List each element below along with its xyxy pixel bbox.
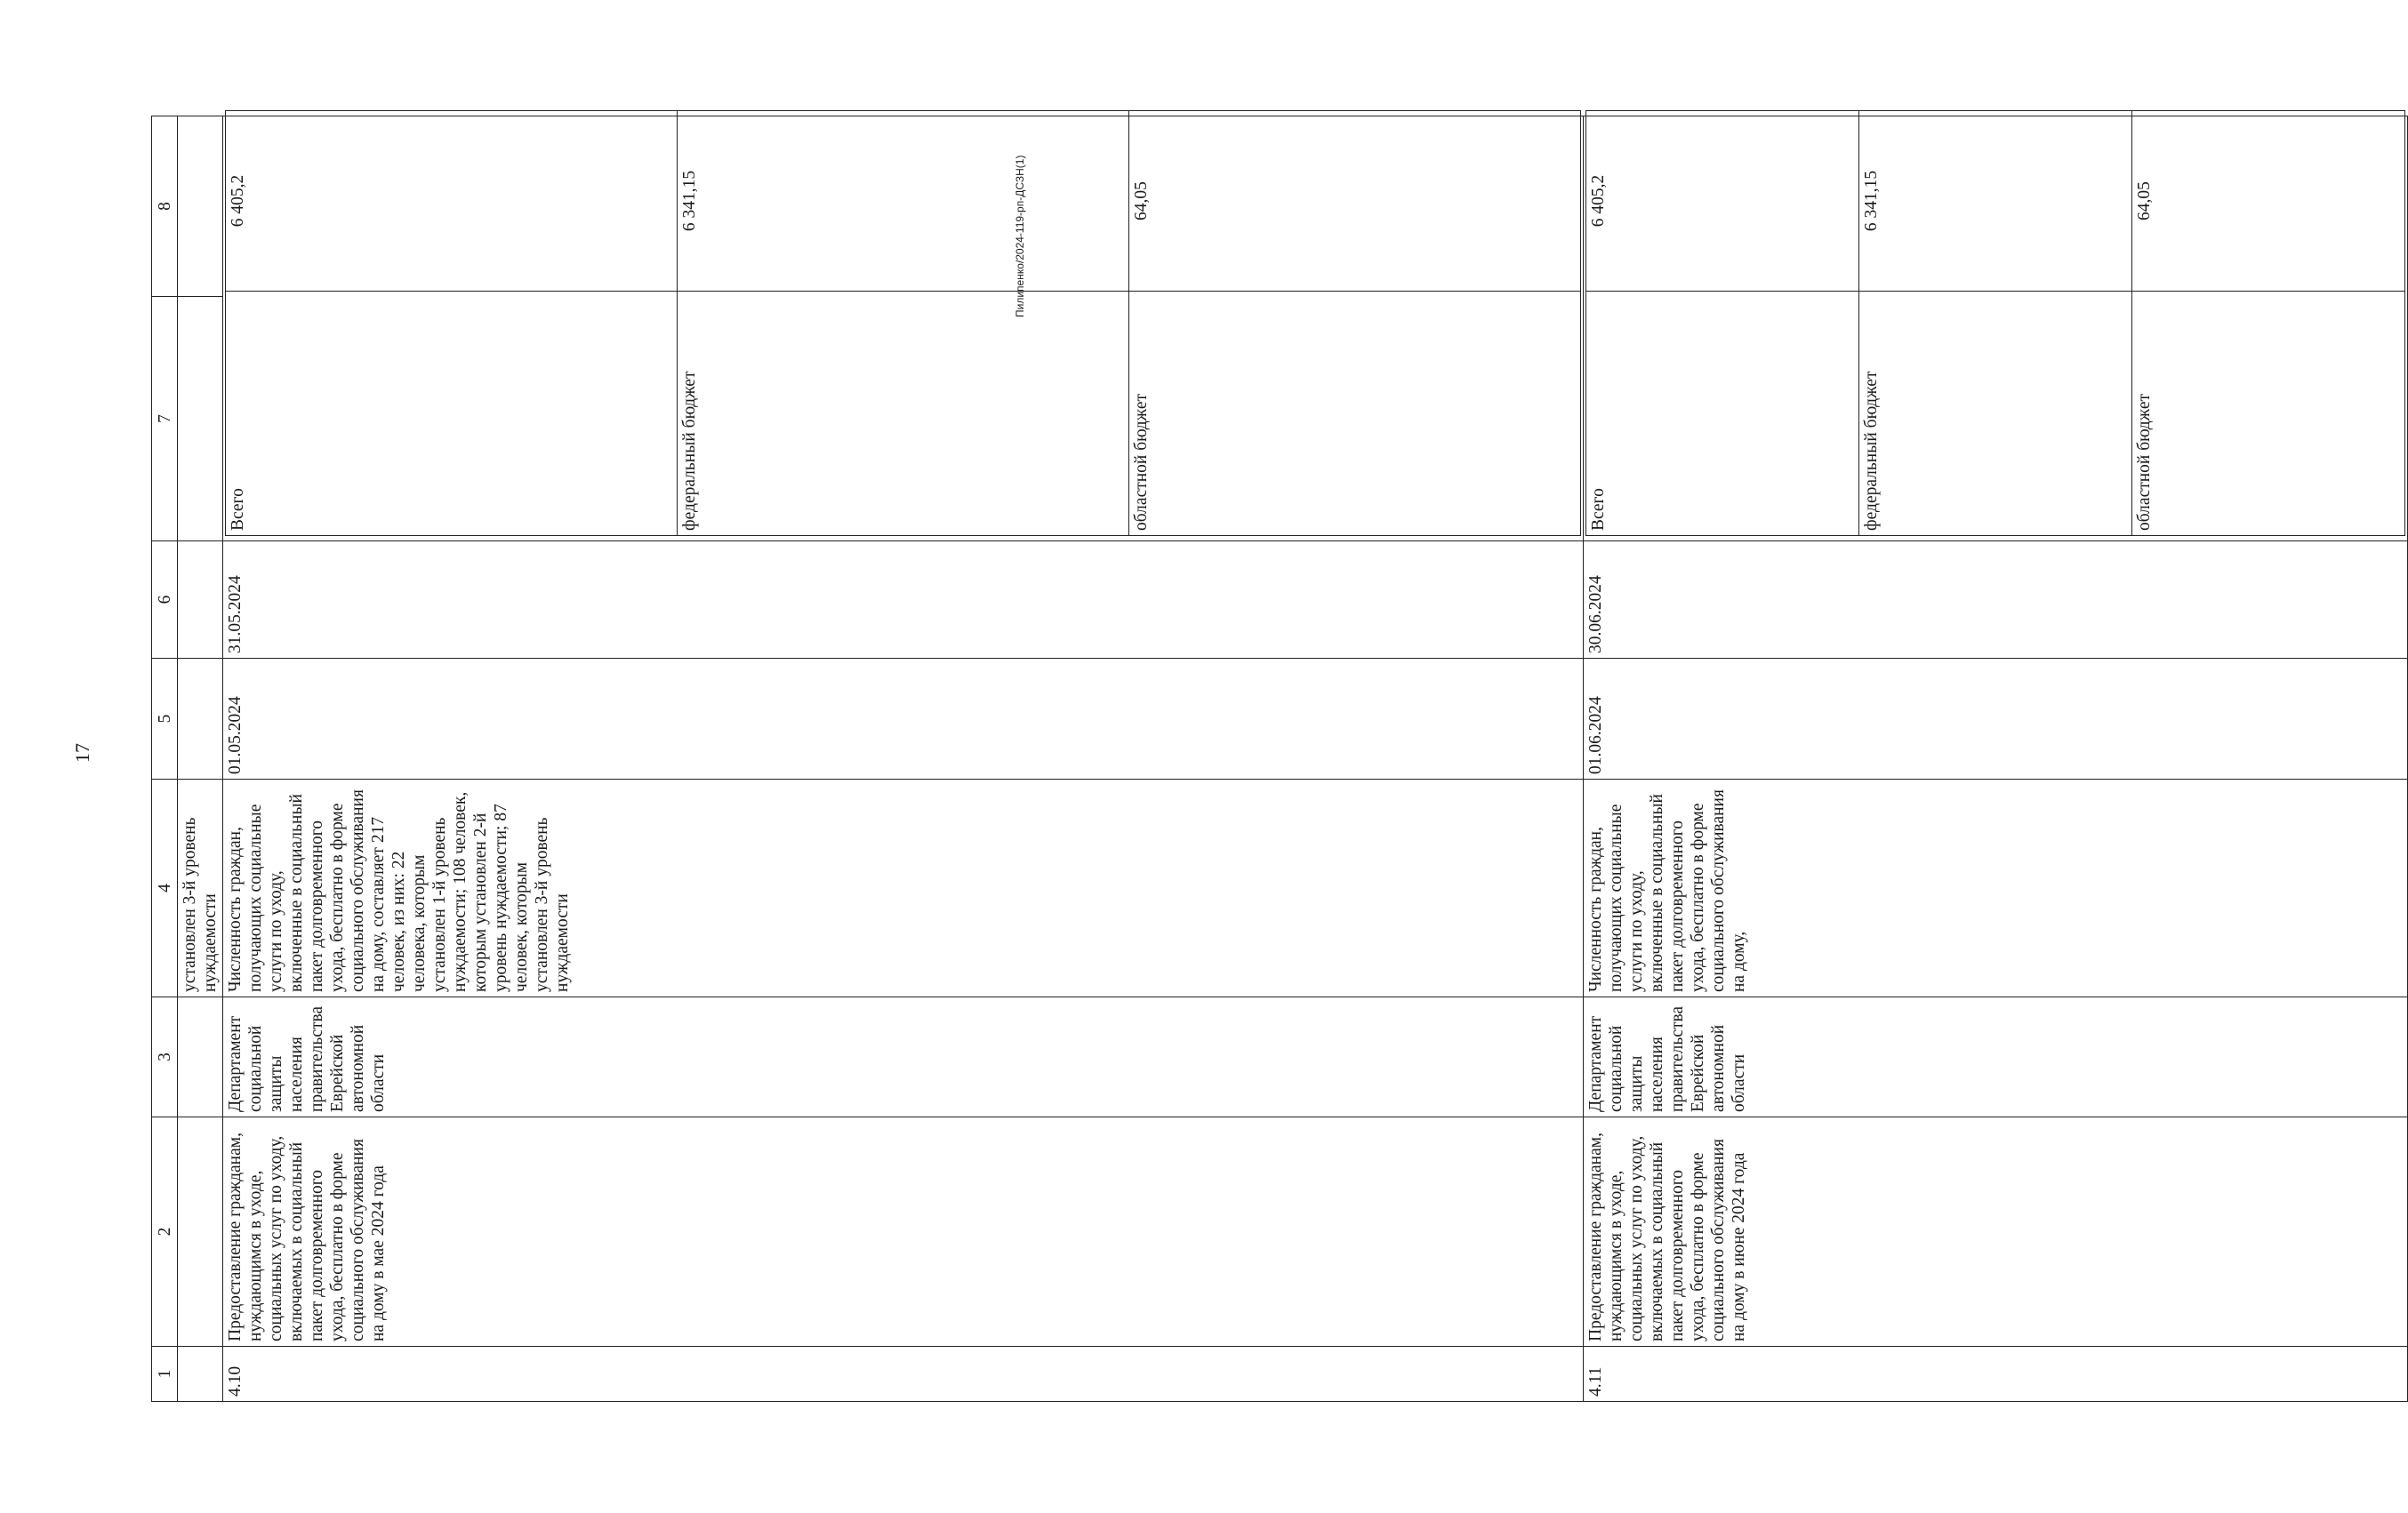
funding-source: Всего xyxy=(1586,292,1859,536)
funding-amount: 6 405,2 xyxy=(226,111,678,292)
start-date: 01.05.2024 xyxy=(223,659,1584,780)
event-cell: Предоставление гражданам, нуждающимся в уходе, социальных услуг по уходу, включаемых в социальный пакет долговременного ухода, бесплатно в форме социального обслуживания на дому в мае 2024 года xyxy=(223,1117,1584,1347)
event-cell: Предоставление гражданам, нуждающимся в уходе, социальных услуг по уходу, включаемых в социальный пакет долговременного ухода, бесплатно в форме социального обслуживания на дому в июне 2024 года xyxy=(1584,1117,2408,1347)
document-code: Пилипенко/2024-119-рп-ДСЗН(1) xyxy=(1014,155,1026,317)
funding-cell xyxy=(223,116,1584,541)
indicator-cell: Численность граждан, получающих социальные услуги по уходу, включенные в социальный пакет долговременного ухода, бесплатно в форме социального обслуживания на дому, составляет 217 человек, из них: 22 человека, которым установлен 1-й уровень нуждаемости; 108 человек, которым установлен 2-й уровень нуждаемости; 87 человек, которым установлен 3-й уровень нуждаемости xyxy=(223,780,1584,997)
executor-cell: Департамент социальной защиты населения правительства Еврейской автономной области xyxy=(223,997,1584,1117)
col-num-6: 6 xyxy=(152,541,178,659)
funding-source: федеральный бюджет xyxy=(1859,292,2132,536)
table-row xyxy=(223,116,1584,1402)
column-number-row xyxy=(152,116,178,1402)
funding-row xyxy=(2132,111,2405,536)
funding-amount: 6 341,15 xyxy=(1859,111,2132,292)
plan-table xyxy=(151,116,2408,1402)
col-num-2: 2 xyxy=(152,1117,178,1347)
col-num-5: 5 xyxy=(152,659,178,780)
funding-amount: 64,05 xyxy=(2132,111,2405,292)
page-number: 17 xyxy=(71,743,93,763)
indicator-cell: Численность граждан, получающих социальные услуги по уходу, включенные в социальный пакет долговременного ухода, бесплатно в форме социального обслуживания на дому, xyxy=(1584,780,2408,997)
table-row xyxy=(1584,116,2408,1402)
continuation-text: установлен 3-й уровень нуждаемости xyxy=(178,780,223,997)
funding-cell xyxy=(1584,116,2408,541)
start-date: 01.06.2024 xyxy=(1584,659,2408,780)
funding-amount: 6 341,15 xyxy=(678,111,1129,292)
executor-cell: Департамент социальной защиты населения правительства Еврейской автономной области xyxy=(1584,997,2408,1117)
end-date: 30.06.2024 xyxy=(1584,541,2408,659)
end-date: 31.05.2024 xyxy=(223,541,1584,659)
funding-row xyxy=(1859,111,2132,536)
funding-source: федеральный бюджет xyxy=(678,292,1129,536)
funding-amount: 64,05 xyxy=(1129,111,1581,292)
row-number: 4.11 xyxy=(1584,1347,2408,1402)
continuation-row xyxy=(178,116,223,1402)
row-number: 4.10 xyxy=(223,1347,1584,1402)
funding-source: областной бюджет xyxy=(1129,292,1581,536)
col-num-4: 4 xyxy=(152,780,178,997)
funding-amount: 6 405,2 xyxy=(1586,111,1859,292)
funding-table xyxy=(1585,110,2405,536)
col-num-8: 8 xyxy=(152,116,178,297)
funding-row xyxy=(1586,111,1859,536)
col-num-3: 3 xyxy=(152,997,178,1117)
funding-source: областной бюджет xyxy=(2132,292,2405,536)
col-num-7: 7 xyxy=(152,297,178,541)
funding-source: Всего xyxy=(226,292,678,536)
funding-row xyxy=(1129,111,1581,536)
funding-row xyxy=(226,111,678,536)
funding-table xyxy=(225,110,1581,536)
funding-row xyxy=(678,111,1129,536)
col-num-1: 1 xyxy=(152,1347,178,1402)
